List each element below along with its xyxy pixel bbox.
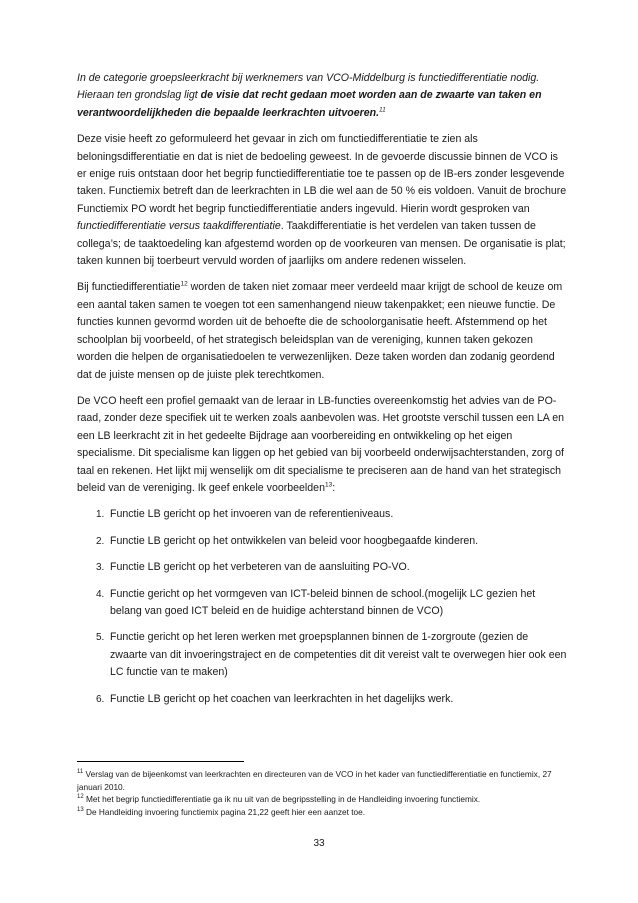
para2-text-end: worden de taken niet zomaar meer verdeeld maar krijgt de school de keuze om een aantal taken samen te voegen tot een samenhangend nieuw takenpakket; een nieuwe functie. De functies kunnen gevormd worden uit de behoefte die de schoolorganisatie heeft. Afstemmend op het schoolplan bij voorbeeld, of het strategisch beleidsplan van de vereniging, kunnen taken gekozen worden die helpen de organisatiedoelen te verwezenlijken. Deze taken worden dan zodanig geordend dat de juiste mensen op de juiste plek terechtkomen.: [77, 281, 563, 381]
footnote-ref-12[interactable]: 12: [180, 280, 188, 288]
para3-text: De VCO heeft een profiel gemaakt van de leraar in LB-functies overeenkomstig het advies van de PO-raad, zonder deze specifiek uit te werken zoals aanbevolen was. Het grootste verschil tussen een LA en een LB leerkracht zit in het gedeelte Bijdrage aan voorbereiding en ontwikkeling op het eigen specialisme. Dit specialisme kan liggen op het gebied van bij voorbeeld onderwijsachterstanden, zorg of taal en rekenen. Het lijkt mij wenselijk om dit specialisme te preciseren aan de hand van het strategisch beleid van de vereniging. Ik geef enkele voorbeelden: [77, 394, 565, 494]
list-item: 2. Functie LB gericht op het ontwikkelen van beleid voor hoogbegaafde kinderen.: [96, 534, 479, 547]
paragraph-functiedifferentiatie: [77, 279, 567, 383]
list-item: 6. Functie LB gericht op het coachen van leerkrachten in het dagelijks werk.: [96, 692, 454, 705]
footnote-ref-13[interactable]: 13: [324, 481, 333, 489]
footnote-12: $^{12}$ Met het begrip functiedifferentiatie ga ik nu uit van de begripsstelling in de Handleiding invoering functiemix.: [77, 794, 481, 805]
paragraph-visie: [77, 131, 567, 270]
page-body: [77, 70, 567, 717]
intro-bold-statement: de visie dat recht gedaan moet worden aan de zwaarte van taken en verantwoordelijkheden die bepaalde leerkrachten uitvoeren.: [77, 89, 542, 119]
intro-paragraph: [77, 70, 567, 122]
intro-line1: In de categorie groepsleerkracht bij werknemers van VCO-Middelburg is functiedifferentiatie nodig.: [77, 72, 540, 84]
para2-text: Bij functiedifferentiatie: [77, 281, 181, 294]
para1-text: Deze visie heeft zo geformuleerd het gevaar in zich om functiedifferentiatie te zien als beloningsdifferentiatie en dat is niet de bedoeling geweest. In de gevoerde discussie binnen de VCO is er enige ruis ontstaan door het begrip functiedifferentiatie toe te passen op de IB-ers zonder lesgevende taken. Functiemix betreft dan de leerkrachten in LB die wel aan de 50 % eis voldoen. Vanuit de brochure Functiemix PO wordt het begrip functiedifferentiatie anders ingevuld. Hierin wordt gesproken van: [77, 133, 567, 215]
para1-italic: functiedifferentiatie versus taakdifferentiatie: [77, 220, 281, 233]
para3-text-end: :: [332, 481, 336, 494]
page-number: 33: [313, 838, 325, 849]
footnote-divider: [77, 761, 244, 762]
intro-line2: Hieraan ten grondslag ligt: [77, 89, 201, 102]
list-item: 3. Functie LB gericht op het verbeteren van de aansluiting PO-VO.: [96, 561, 410, 574]
list-item: 4. Functie gericht op het vormgeven van ICT-beleid binnen de school.(mogelijk LC gezien het belang van goed ICT beleid en de huidige achterstand binnen de VCO): [96, 587, 536, 617]
para1-text-end: . Taakdifferentiatie is het verdelen van taken tussen de collega’s; de taaktoedeling kan afgestemd worden op de voorkeuren van mensen. De organisatie is plat; taken kunnen bij toerbeurt vervuld worden of jaarlijks om andere redenen wisselen.: [77, 220, 566, 268]
footnotes: [77, 768, 577, 818]
footnote-13: $^{13}$ De Handleiding invoering functiemix pagina 21,22 geeft hier een aanzet toe.: [77, 806, 366, 817]
list-item: 1. Functie LB gericht op het invoeren van de referentieniveaus.: [96, 508, 394, 521]
examples-list: [77, 506, 567, 708]
paragraph-vco-profiel: [77, 393, 567, 497]
footnote-ref-11[interactable]: 11: [379, 106, 386, 114]
footnote-11: $^{11}$ Verslag van de bijeenkomst van leerkrachten en directeuren van de VCO in het kader van functiedifferentiatie en functiemix, 27 januari 2010.: [77, 769, 552, 792]
list-item: 5. Functie gericht op het leren werken met groepsplannen binnen de 1-zorgroute (gezien de zwaarte van dit invoeringstraject en de competenties dit dit vereist valt te overwegen hier ook een LC functie van te maken): [96, 631, 567, 679]
